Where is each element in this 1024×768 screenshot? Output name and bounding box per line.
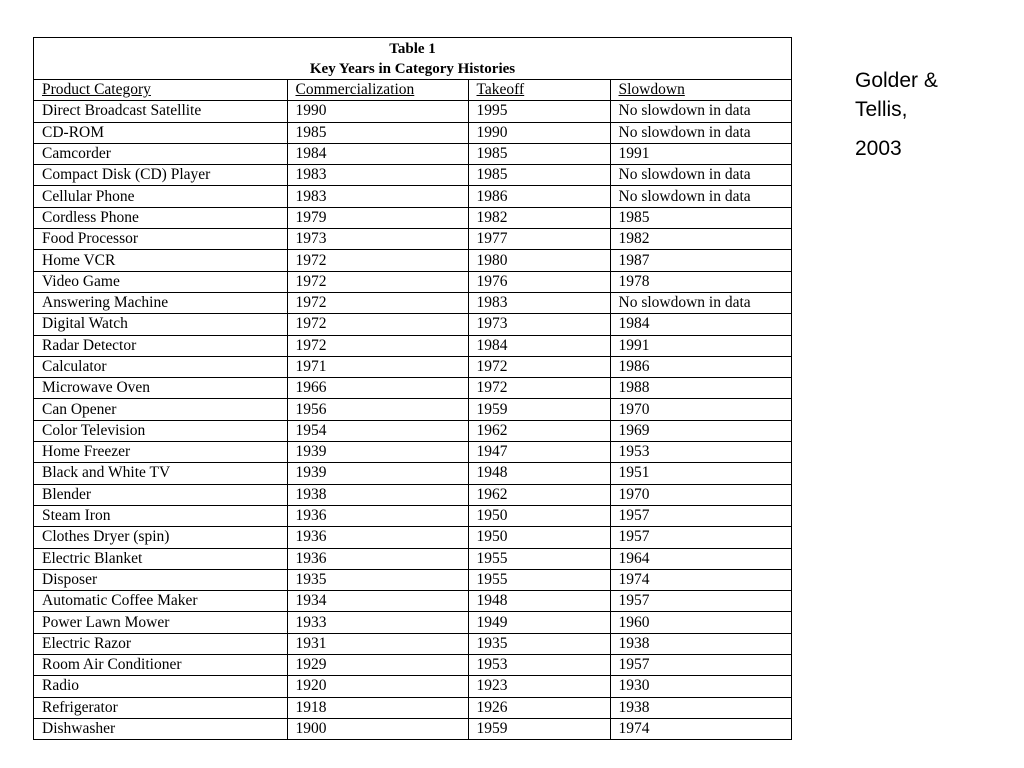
cell-product-category: Black and White TV <box>34 463 287 484</box>
cell-takeoff: 1935 <box>468 633 610 654</box>
source-attribution <box>855 66 1005 163</box>
attribution-authors-line2: Tellis, <box>855 98 908 121</box>
cell-commercialization: 1920 <box>287 676 468 697</box>
table-row <box>34 207 791 228</box>
cell-commercialization: 1983 <box>287 165 468 186</box>
cell-takeoff: 1923 <box>468 676 610 697</box>
column-header-slowdown: Slowdown <box>610 80 791 101</box>
cell-takeoff: 1948 <box>468 463 610 484</box>
cell-takeoff: 1990 <box>468 122 610 143</box>
cell-slowdown: 1957 <box>610 527 791 548</box>
cell-product-category: Microwave Oven <box>34 378 287 399</box>
cell-product-category: CD-ROM <box>34 122 287 143</box>
cell-product-category: Disposer <box>34 569 287 590</box>
table-row <box>34 484 791 505</box>
cell-product-category: Steam Iron <box>34 505 287 526</box>
cell-takeoff: 1926 <box>468 697 610 718</box>
cell-product-category: Food Processor <box>34 229 287 250</box>
table-row <box>34 250 791 271</box>
cell-product-category: Room Air Conditioner <box>34 655 287 676</box>
table-row <box>34 165 791 186</box>
cell-product-category: Refrigerator <box>34 697 287 718</box>
cell-slowdown: 1960 <box>610 612 791 633</box>
cell-slowdown: 1938 <box>610 697 791 718</box>
cell-commercialization: 1985 <box>287 122 468 143</box>
cell-slowdown: 1964 <box>610 548 791 569</box>
cell-commercialization: 1966 <box>287 378 468 399</box>
cell-commercialization: 1934 <box>287 591 468 612</box>
table-row <box>34 591 791 612</box>
cell-takeoff: 1950 <box>468 527 610 548</box>
cell-takeoff: 1959 <box>468 399 610 420</box>
cell-slowdown: 1978 <box>610 271 791 292</box>
column-header-takeoff: Takeoff <box>468 80 610 101</box>
cell-product-category: Blender <box>34 484 287 505</box>
cell-commercialization: 1929 <box>287 655 468 676</box>
cell-slowdown: No slowdown in data <box>610 165 791 186</box>
cell-takeoff: 1984 <box>468 335 610 356</box>
cell-commercialization: 1956 <box>287 399 468 420</box>
cell-slowdown: 1985 <box>610 207 791 228</box>
table-title: Table 1 <box>389 41 436 57</box>
cell-takeoff: 1985 <box>468 143 610 164</box>
cell-takeoff: 1949 <box>468 612 610 633</box>
cell-commercialization: 1935 <box>287 569 468 590</box>
table-row <box>34 463 791 484</box>
cell-takeoff: 1982 <box>468 207 610 228</box>
cell-takeoff: 1983 <box>468 292 610 313</box>
cell-slowdown: 1991 <box>610 335 791 356</box>
cell-slowdown: 1957 <box>610 591 791 612</box>
cell-commercialization: 1972 <box>287 335 468 356</box>
cell-slowdown: No slowdown in data <box>610 186 791 207</box>
cell-product-category: Radar Detector <box>34 335 287 356</box>
table-row <box>34 655 791 676</box>
cell-commercialization: 1938 <box>287 484 468 505</box>
cell-takeoff: 1972 <box>468 378 610 399</box>
cell-commercialization: 1972 <box>287 250 468 271</box>
table-row <box>34 399 791 420</box>
cell-slowdown: 1969 <box>610 420 791 441</box>
cell-product-category: Direct Broadcast Satellite <box>34 101 287 122</box>
cell-takeoff: 1955 <box>468 548 610 569</box>
cell-slowdown: 1974 <box>610 718 791 739</box>
cell-slowdown: 1987 <box>610 250 791 271</box>
cell-takeoff: 1947 <box>468 442 610 463</box>
cell-commercialization: 1983 <box>287 186 468 207</box>
cell-commercialization: 1900 <box>287 718 468 739</box>
column-header-commercialization: Commercialization <box>287 80 468 101</box>
cell-slowdown: 1991 <box>610 143 791 164</box>
table-row <box>34 271 791 292</box>
table-row <box>34 101 791 122</box>
cell-commercialization: 1936 <box>287 548 468 569</box>
cell-product-category: Home Freezer <box>34 442 287 463</box>
cell-product-category: Cellular Phone <box>34 186 287 207</box>
cell-slowdown: 1953 <box>610 442 791 463</box>
table-caption <box>34 38 791 79</box>
cell-takeoff: 1976 <box>468 271 610 292</box>
cell-commercialization: 1931 <box>287 633 468 654</box>
cell-commercialization: 1936 <box>287 505 468 526</box>
cell-takeoff: 1953 <box>468 655 610 676</box>
cell-slowdown: 1951 <box>610 463 791 484</box>
cell-product-category: Clothes Dryer (spin) <box>34 527 287 548</box>
cell-product-category: Color Television <box>34 420 287 441</box>
cell-slowdown: 1970 <box>610 399 791 420</box>
attribution-authors-line1: Golder & <box>855 69 938 92</box>
cell-takeoff: 1972 <box>468 356 610 377</box>
cell-commercialization: 1954 <box>287 420 468 441</box>
cell-takeoff: 1980 <box>468 250 610 271</box>
cell-slowdown: No slowdown in data <box>610 101 791 122</box>
cell-takeoff: 1950 <box>468 505 610 526</box>
cell-commercialization: 1979 <box>287 207 468 228</box>
cell-commercialization: 1984 <box>287 143 468 164</box>
cell-takeoff: 1955 <box>468 569 610 590</box>
cell-slowdown: 1984 <box>610 314 791 335</box>
table-row <box>34 569 791 590</box>
cell-slowdown: 1957 <box>610 655 791 676</box>
cell-commercialization: 1972 <box>287 314 468 335</box>
table-row <box>34 292 791 313</box>
cell-slowdown: 1974 <box>610 569 791 590</box>
cell-product-category: Radio <box>34 676 287 697</box>
cell-commercialization: 1971 <box>287 356 468 377</box>
attribution-year: 2003 <box>855 137 902 160</box>
cell-product-category: Compact Disk (CD) Player <box>34 165 287 186</box>
table-row <box>34 420 791 441</box>
cell-product-category: Electric Razor <box>34 633 287 654</box>
cell-takeoff: 1948 <box>468 591 610 612</box>
cell-slowdown: 1930 <box>610 676 791 697</box>
cell-commercialization: 1918 <box>287 697 468 718</box>
table-row <box>34 186 791 207</box>
cell-slowdown: 1957 <box>610 505 791 526</box>
table-row <box>34 229 791 250</box>
cell-commercialization: 1972 <box>287 271 468 292</box>
cell-takeoff: 1985 <box>468 165 610 186</box>
cell-product-category: Home VCR <box>34 250 287 271</box>
table-row <box>34 143 791 164</box>
table-subtitle: Key Years in Category Histories <box>309 61 516 77</box>
cell-commercialization: 1933 <box>287 612 468 633</box>
cell-product-category: Electric Blanket <box>34 548 287 569</box>
cell-slowdown: No slowdown in data <box>610 122 791 143</box>
table-row <box>34 442 791 463</box>
table-header-row <box>34 80 791 101</box>
cell-product-category: Digital Watch <box>34 314 287 335</box>
table-row <box>34 527 791 548</box>
table-row <box>34 697 791 718</box>
cell-slowdown: 1982 <box>610 229 791 250</box>
key-years-table-container <box>33 37 792 740</box>
table-row <box>34 718 791 739</box>
cell-product-category: Answering Machine <box>34 292 287 313</box>
cell-product-category: Camcorder <box>34 143 287 164</box>
cell-takeoff: 1962 <box>468 484 610 505</box>
cell-commercialization: 1939 <box>287 463 468 484</box>
cell-takeoff: 1977 <box>468 229 610 250</box>
table-row <box>34 335 791 356</box>
table-row <box>34 122 791 143</box>
cell-takeoff: 1959 <box>468 718 610 739</box>
column-header-product-category: Product Category <box>34 80 287 101</box>
cell-takeoff: 1986 <box>468 186 610 207</box>
cell-commercialization: 1939 <box>287 442 468 463</box>
cell-product-category: Can Opener <box>34 399 287 420</box>
cell-takeoff: 1962 <box>468 420 610 441</box>
table-body <box>34 101 791 739</box>
cell-slowdown: 1986 <box>610 356 791 377</box>
cell-product-category: Video Game <box>34 271 287 292</box>
cell-takeoff: 1995 <box>468 101 610 122</box>
cell-product-category: Cordless Phone <box>34 207 287 228</box>
cell-slowdown: No slowdown in data <box>610 292 791 313</box>
cell-takeoff: 1973 <box>468 314 610 335</box>
key-years-table <box>34 79 791 739</box>
table-row <box>34 356 791 377</box>
cell-commercialization: 1972 <box>287 292 468 313</box>
cell-product-category: Power Lawn Mower <box>34 612 287 633</box>
cell-slowdown: 1988 <box>610 378 791 399</box>
table-row <box>34 612 791 633</box>
table-row <box>34 314 791 335</box>
cell-product-category: Dishwasher <box>34 718 287 739</box>
table-row <box>34 505 791 526</box>
cell-product-category: Calculator <box>34 356 287 377</box>
cell-commercialization: 1973 <box>287 229 468 250</box>
table-row <box>34 548 791 569</box>
cell-slowdown: 1938 <box>610 633 791 654</box>
cell-commercialization: 1936 <box>287 527 468 548</box>
table-row <box>34 633 791 654</box>
table-row <box>34 378 791 399</box>
table-row <box>34 676 791 697</box>
cell-slowdown: 1970 <box>610 484 791 505</box>
cell-product-category: Automatic Coffee Maker <box>34 591 287 612</box>
cell-commercialization: 1990 <box>287 101 468 122</box>
